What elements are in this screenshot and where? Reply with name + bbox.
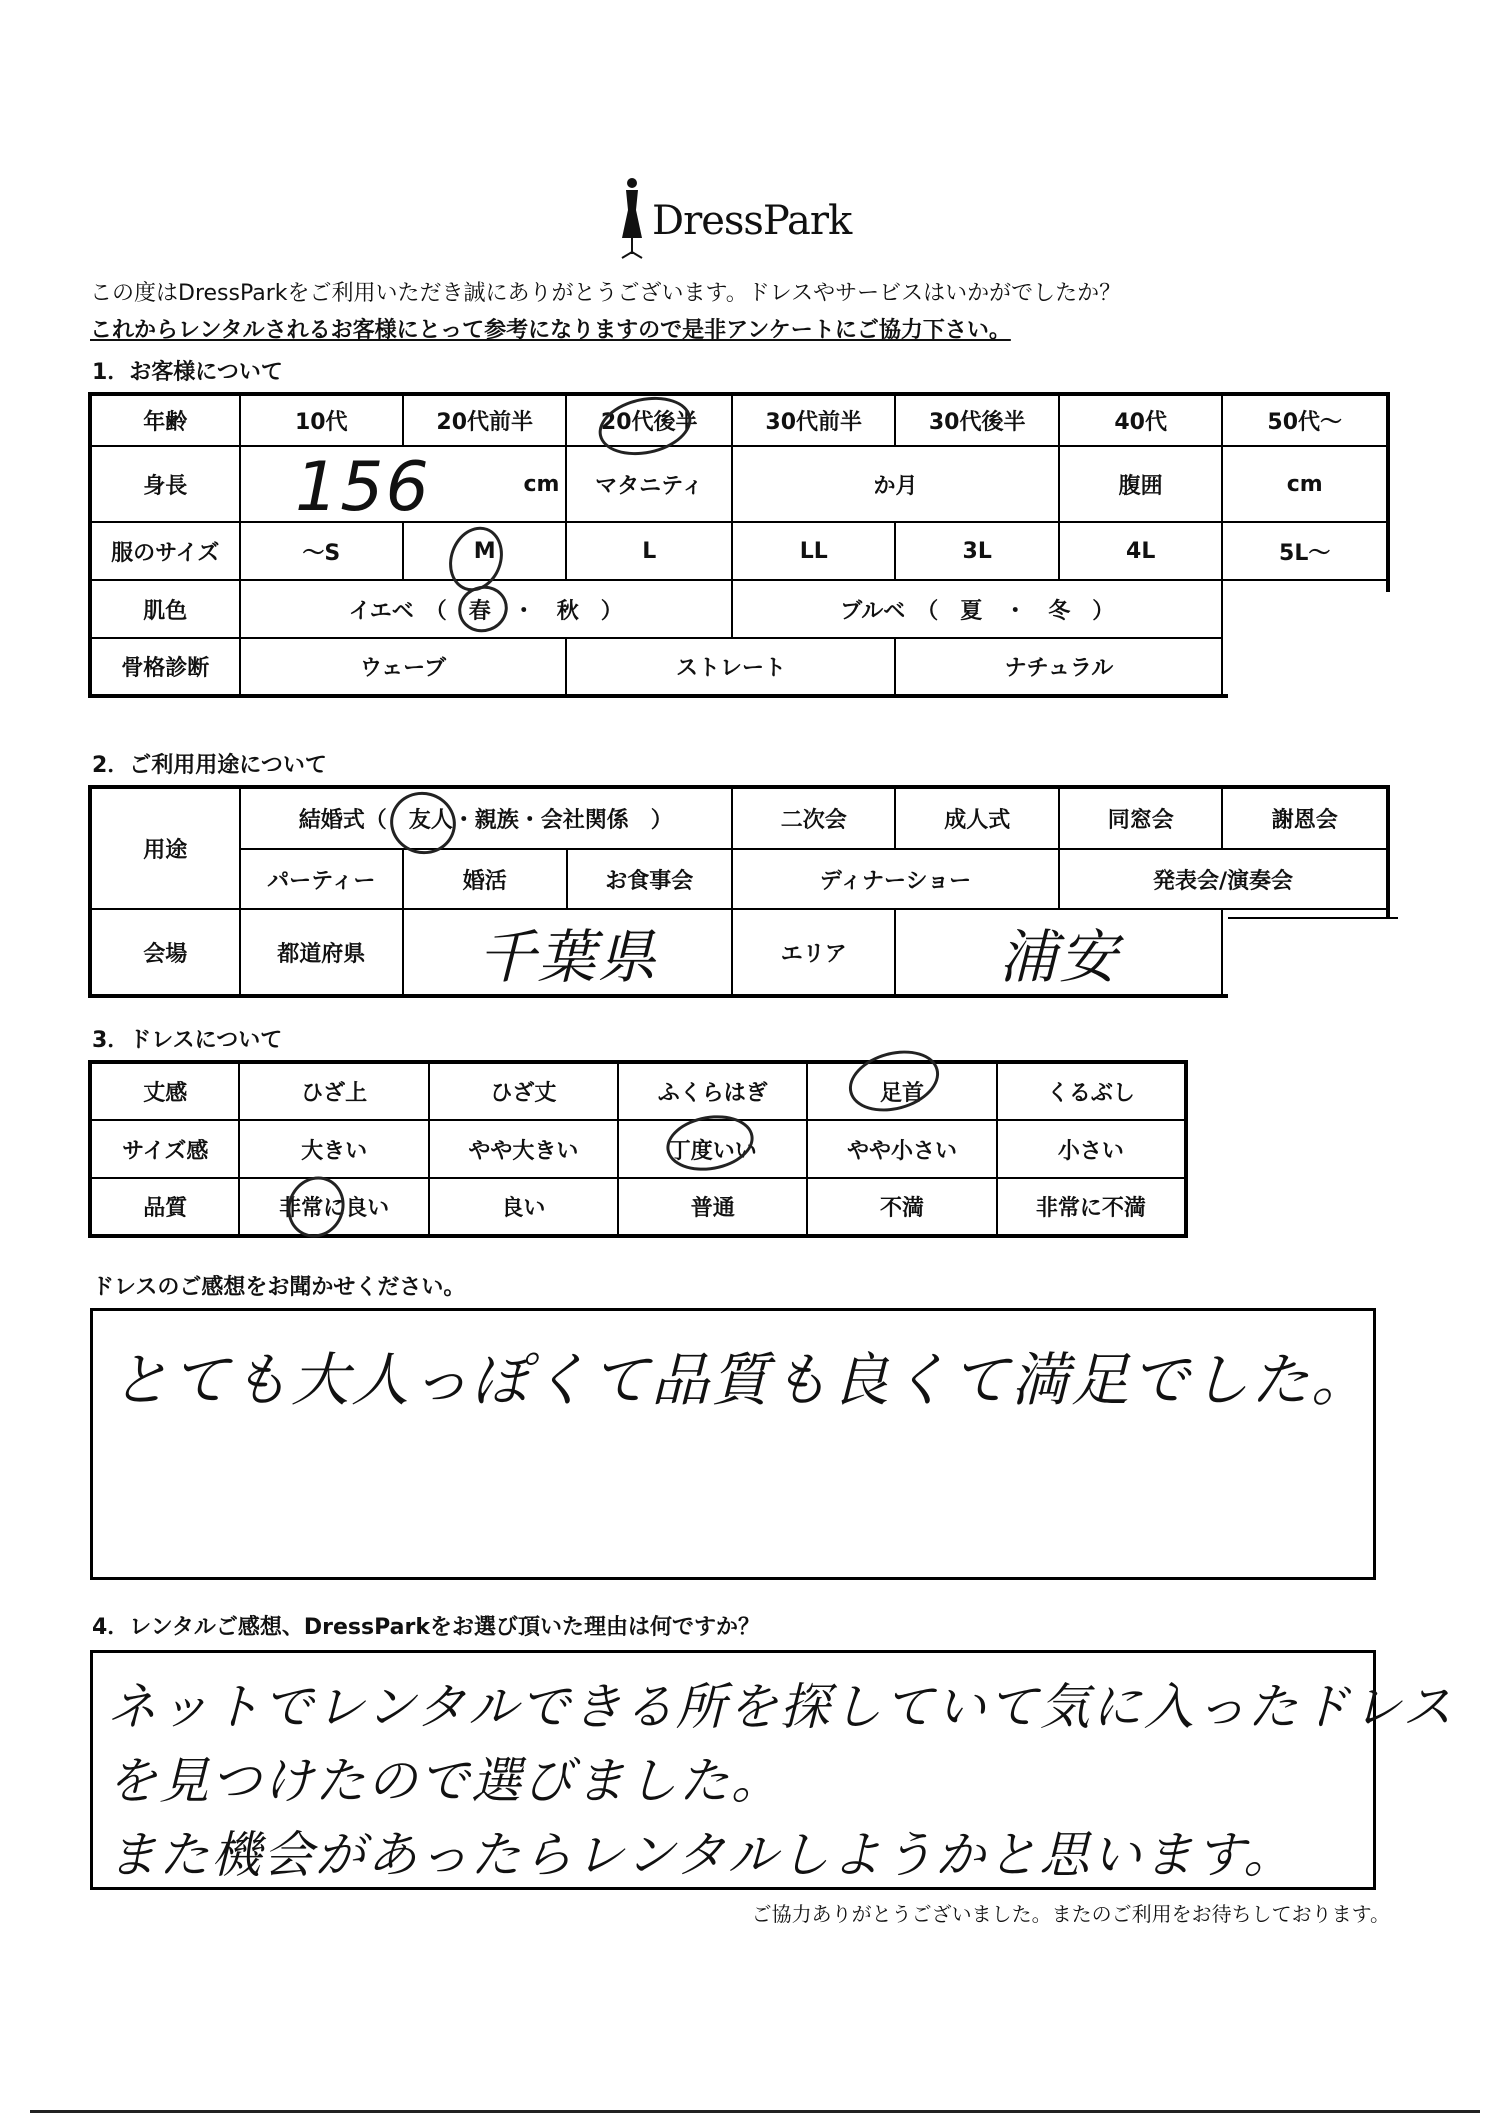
quality-option[interactable]: 不満 [807, 1178, 996, 1236]
age-option[interactable]: 30代前半 [732, 394, 895, 446]
age-option-selected[interactable]: 20代後半 [566, 394, 731, 446]
size-option[interactable]: ～S [240, 522, 403, 580]
fit-option[interactable]: やや大きい [429, 1120, 618, 1178]
skin-blue[interactable]: ブルベ （ 夏 ・ 冬 ） [732, 580, 1222, 638]
empty-area [1228, 917, 1398, 1005]
empty-area [1228, 592, 1398, 716]
quality-option[interactable]: 良い [429, 1178, 618, 1236]
area-label: エリア [732, 909, 895, 996]
area-value-cell[interactable] [895, 909, 1222, 996]
quality-option[interactable]: 普通 [618, 1178, 807, 1236]
purpose-table [88, 785, 1390, 998]
purpose-option[interactable]: ディナーショー [732, 849, 1059, 909]
purpose-wedding[interactable]: 結婚式（ 友人・親族・会社関係 ） [240, 787, 732, 849]
purpose-option[interactable]: お食事会 [567, 849, 733, 909]
quality-option-selected[interactable]: 非常に良い [239, 1178, 428, 1236]
reason-line: ネットでレンタルできる所を探していて気に入ったドレス [107, 1678, 1455, 1736]
bottom-edge-line [30, 2110, 1480, 2113]
length-option[interactable]: ひざ上 [239, 1062, 428, 1120]
purpose-option[interactable]: 発表会/演奏会 [1059, 849, 1388, 909]
section-2-title: 2．ご利用用途について [92, 753, 327, 778]
length-label: 丈感 [90, 1062, 239, 1120]
length-option[interactable]: くるぶし [997, 1062, 1186, 1120]
quality-label: 品質 [90, 1178, 239, 1236]
skin-label: 肌色 [90, 580, 240, 638]
fit-label: サイズ感 [90, 1120, 239, 1178]
length-option[interactable]: ひざ丈 [429, 1062, 618, 1120]
size-option-selected[interactable]: M [403, 522, 566, 580]
section-3-title: 3．ドレスについて [92, 1028, 283, 1053]
frame-option[interactable]: ウェーブ [240, 638, 567, 696]
waist-unit[interactable]: cm [1222, 446, 1388, 522]
customer-table [88, 392, 1390, 698]
dresspark-logo [612, 168, 872, 268]
height-handwritten: 156 [295, 448, 431, 527]
age-option[interactable]: 20代前半 [403, 394, 566, 446]
footer-thanks: ご協力ありがとうございました。またのご利用をお待ちしております。 [751, 1902, 1390, 1926]
fit-option-selected[interactable]: 丁度いい [618, 1120, 807, 1178]
height-label: 身長 [90, 446, 240, 522]
age-option[interactable]: 40代 [1059, 394, 1222, 446]
purpose-label: 用途 [90, 787, 240, 909]
size-option[interactable]: 4L [1059, 522, 1222, 580]
purpose-option[interactable]: パーティー [240, 849, 403, 909]
fit-option[interactable]: 小さい [997, 1120, 1186, 1178]
frame-option[interactable]: ストレート [566, 638, 895, 696]
reason-line: を見つけたので選びました。 [107, 1752, 783, 1810]
section-4-title: 4．レンタルご感想、DressParkをお選び頂いた理由は何ですか？ [92, 1615, 760, 1640]
prefecture-label: 都道府県 [240, 909, 403, 996]
prefecture-handwritten: 千葉県 [477, 923, 658, 991]
intro-line-1: この度はDressParkをご利用いただき誠にありがとうございます。ドレスやサービスはいかがでしたか？ [90, 281, 1122, 306]
size-option[interactable]: L [566, 522, 731, 580]
size-option[interactable]: 3L [895, 522, 1058, 580]
intro-line-2: これからレンタルされるお客様にとって参考になりますので是非アンケートにご協力下さい。 [90, 318, 1011, 343]
frame-option[interactable]: ナチュラル [895, 638, 1222, 696]
age-label: 年齢 [90, 394, 240, 446]
purpose-option[interactable]: 二次会 [732, 787, 895, 849]
dress-table [88, 1060, 1188, 1238]
size-option[interactable]: 5L～ [1222, 522, 1388, 580]
maternity-months[interactable]: か月 [732, 446, 1059, 522]
length-option-selected[interactable]: 足首 [807, 1062, 996, 1120]
maternity-label: マタニティ [566, 446, 731, 522]
age-option[interactable]: 30代後半 [895, 394, 1058, 446]
comment-box[interactable] [90, 1308, 1376, 1580]
fit-option[interactable]: やや小さい [807, 1120, 996, 1178]
brand-name: DressPark [652, 198, 852, 244]
size-option[interactable]: LL [732, 522, 895, 580]
height-unit: cm [523, 471, 560, 497]
length-option[interactable]: ふくらはぎ [618, 1062, 807, 1120]
section-1-title: 1．お客様について [92, 360, 283, 385]
comment-prompt: ドレスのご感想をお聞かせください。 [92, 1275, 466, 1300]
age-option[interactable]: 50代～ [1222, 394, 1388, 446]
frame-label: 骨格診断 [90, 638, 240, 696]
quality-option[interactable]: 非常に不満 [997, 1178, 1186, 1236]
reason-box[interactable] [90, 1650, 1455, 1890]
fit-option[interactable]: 大きい [239, 1120, 428, 1178]
reason-line: また機会があったらレンタルしようかと思います。 [107, 1826, 1296, 1884]
purpose-option[interactable]: 成人式 [895, 787, 1059, 849]
area-handwritten: 浦安 [998, 923, 1119, 991]
size-label: 服のサイズ [90, 522, 240, 580]
waist-label: 腹囲 [1059, 446, 1222, 522]
comment-handwritten: とても大人っぽくて品質も良くて満足でした。 [111, 1346, 1372, 1414]
purpose-option[interactable]: 謝恩会 [1222, 787, 1388, 849]
dress-icon [612, 176, 652, 266]
prefecture-value-cell[interactable] [403, 909, 732, 996]
venue-label: 会場 [90, 909, 240, 996]
age-option[interactable]: 10代 [240, 394, 403, 446]
purpose-option[interactable]: 同窓会 [1059, 787, 1223, 849]
skin-yellow[interactable]: イエベ （ 春 ・ 秋 ） [240, 580, 732, 638]
purpose-option[interactable]: 婚活 [403, 849, 567, 909]
